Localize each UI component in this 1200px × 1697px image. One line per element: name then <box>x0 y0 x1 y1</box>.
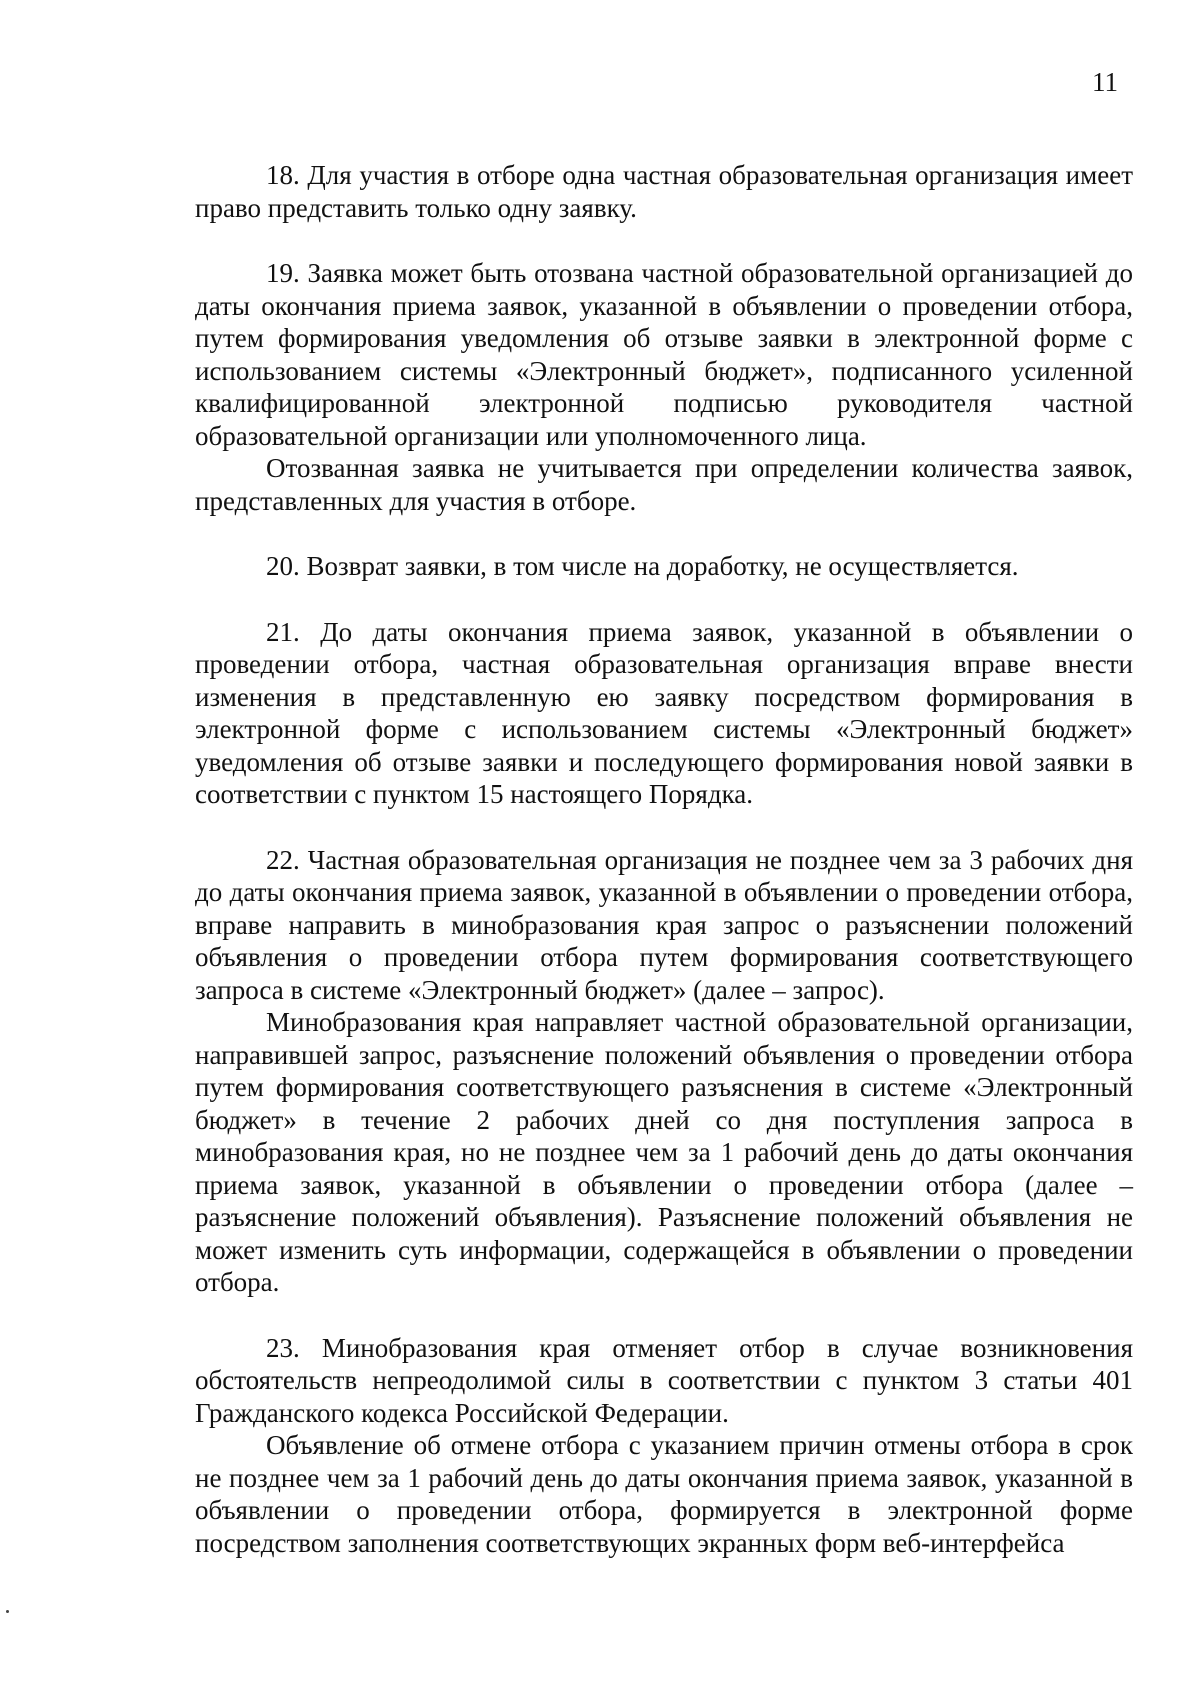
document-body <box>195 159 1133 1559</box>
paragraph-19: 19. Заявка может быть отозвана частной образовательной организацией до даты окончания приема заявок, указанной в объявлении о проведении отбора, путем формирования уведомления об отзыве заявки в электронной форме с использованием системы «Электронный бюджет», подписанного усиленной квалифицированной электронной подписью руководителя частной образовательной организации или уполномоченного лица. <box>195 258 1133 451</box>
paragraph-21: 21. До даты окончания приема заявок, указанной в объявлении о проведении отбора, частная образовательная организация вправе внести изменения в представленную ею заявку посредством формирования в электронной форме с использованием системы «Электронный бюджет» уведомления об отзыве заявки и последующего формирования новой заявки в соответствии с пунктом 15 настоящего Порядка. <box>195 616 1133 809</box>
paragraph-20: 20. Возврат заявки, в том числе на доработку, не осуществляется. <box>266 551 1019 581</box>
paragraph-22-continuation: Минобразования края направляет частной образовательной организации, направившей запрос, разъяснение положений объявления о проведении отбора путем формирования соответствующего разъяснения в системе «Электронный бюджет» в течение 2 рабочих дней со дня поступления запроса в минобразования края, но не позднее чем за 1 рабочий день до даты окончания приема заявок, указанной в объявлении о проведении отбора (далее – разъяснение положений объявления). Разъяснение положений объявления не может изменить суть информации, содержащейся в объявлении о проведении отбора. <box>195 1007 1133 1297</box>
paragraph-23: 23. Минобразования края отменяет отбор в случае возникновения обстоятельств непреодолимой силы в соответствии с пунктом 3 статьи 401 Гражданского кодекса Российской Федерации. <box>195 1332 1133 1428</box>
paragraph-18: 18. Для участия в отборе одна частная образовательная организация имеет право представить только одну заявку. <box>195 160 1133 223</box>
paragraph-23-continuation: Объявление об отмене отбора с указанием причин отмены отбора в срок не позднее чем за 1 рабочий день до даты окончания приема заявок, указанной в объявлении о проведении отбора, формируется в электронной форме посредством заполнения соответствующих экранных форм веб-интерфейса <box>195 1430 1133 1558</box>
page-number: 11 <box>1092 67 1118 97</box>
paragraph-22: 22. Частная образовательная организация не позднее чем за 3 рабочих дня до даты окончания приема заявок, указанной в объявлении о проведении отбора, вправе направить в минобразования края запрос о разъяснении положений объявления о проведении отбора путем формирования соответствующего запроса в системе «Электронный бюджет» (далее – запрос). <box>195 844 1133 1005</box>
paragraph-19-continuation: Отозванная заявка не учитывается при определении количества заявок, представленных для участия в отборе. <box>195 453 1133 516</box>
scan-speck <box>6 1610 9 1613</box>
